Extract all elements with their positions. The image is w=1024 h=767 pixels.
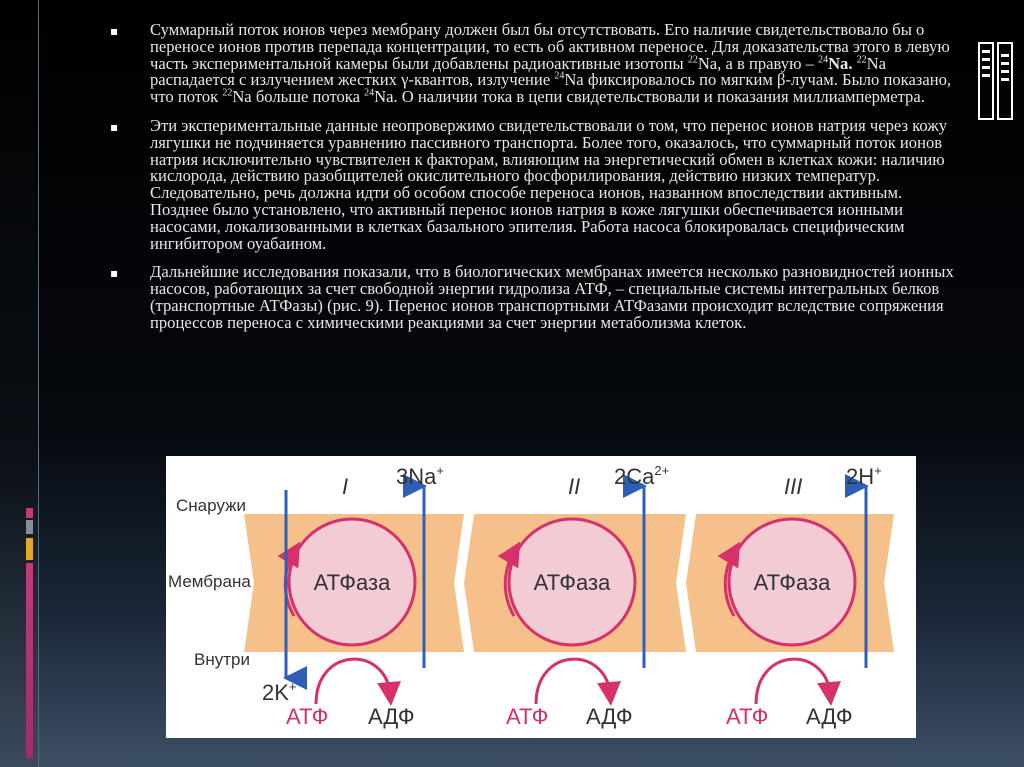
pump-label: АТФаза — [313, 570, 391, 595]
adp-label: АДФ — [806, 704, 853, 729]
pump-2 — [505, 463, 669, 729]
decor-stripe-magenta-long — [26, 563, 33, 758]
pump-label: АТФаза — [753, 570, 831, 595]
bullet-item — [110, 264, 960, 331]
left-decor-line — [38, 0, 39, 767]
paragraph-2: Эти экспериментальные данные неопровержимо свидетельствовали о том, что перенос ионов натрия через кожу лягушки не подчиняется уравнению пассивного транспорта. Более того, оказалось, что суммарный поток ионов натрия исключительно чувствителен к факторам, влияющим на энергетический обмен в клетках кожи: наличию кислорода, действию разобщителей окислительного фосфорилирования, действию низких температур. Следовательно, речь должна идти об особом способе переноса ионов, названном впоследствии активным. Позднее было установлено, что активный перенос ионов натрия в коже лягушки обеспечивается ионными насосами, локализованными в клетках базального эпителия. Работа насоса блокировалась специфическим ингибитором оуабаином. — [150, 115, 948, 253]
atp-label: АТФ — [506, 704, 549, 729]
atp-label: АТФ — [726, 704, 769, 729]
slide-layout-icon — [976, 40, 1016, 122]
atpase-diagram — [166, 456, 916, 738]
slide-content — [110, 22, 960, 344]
ion-out-label: $2Ca^{2+}$ — [614, 463, 670, 489]
pump-roman-numeral: III — [784, 474, 803, 499]
left-decor-strip — [0, 0, 39, 767]
atpase-pumps-figure — [166, 456, 916, 738]
atp-to-adp-arrow — [536, 659, 610, 704]
adp-label: АДФ — [368, 704, 415, 729]
label-inside: Внутри — [194, 650, 250, 669]
adp-label: АДФ — [586, 704, 633, 729]
label-membrane: Мембрана — [168, 572, 251, 591]
atp-label: АТФ — [286, 704, 329, 729]
atp-to-adp-arrow — [316, 659, 390, 704]
label-outside: Снаружи — [176, 496, 246, 515]
paragraph-1: Суммарный поток ионов через мембрану должен был бы отсутствовать. Его наличие свидетельствовало бы о переносе ионов против перепада концентрации, то есть об активном переносе. Для доказательства этого в левую часть экспериментальной камеры были добавлены радиоактивные изотопы $^{22}$Na, а в правую – $^{24}$Na. $^{22}$Na распадается с излучением жестких γ-квантов, излучение $^{24}$Na фиксировалось по мягким β-лучам. Было показано, что поток $^{22}$Na больше потока $^{24}$Na. О наличии тока в цепи свидетельствовали и показания миллиамперметра. — [150, 20, 952, 107]
ion-out-label: 3Na+ — [396, 463, 444, 489]
ion-out-label: 2H+ — [846, 463, 882, 489]
bullet-marker: ▪ — [110, 119, 119, 134]
bullet-item — [110, 115, 960, 253]
pump-label: АТФаза — [533, 570, 611, 595]
bullet-item — [110, 22, 960, 106]
decor-stripe-gold — [26, 538, 33, 560]
decor-stripe-magenta — [26, 508, 33, 518]
pump-roman-numeral: I — [342, 474, 349, 499]
pump-roman-numeral: II — [568, 474, 581, 499]
bullet-marker: ▪ — [110, 266, 119, 281]
bullet-marker: ▪ — [110, 24, 119, 38]
paragraph-3: Дальнейшие исследования показали, что в биологических мембранах имеется несколько разновидностей ионных насосов, работающих за счет свободной энергии гидролиза АТФ, – специальные системы интегральных белков (транспортные АТФазы) (рис. 9). Перенос ионов транспортными АТФазами происходит вследствие сопряжения процессов переноса с химическими реакциями за счет энергии метаболизма клеток. — [150, 262, 954, 332]
ion-in-label: 2K+ — [262, 679, 297, 705]
atp-to-adp-arrow — [756, 659, 830, 704]
decor-stripe-gray — [26, 520, 33, 534]
